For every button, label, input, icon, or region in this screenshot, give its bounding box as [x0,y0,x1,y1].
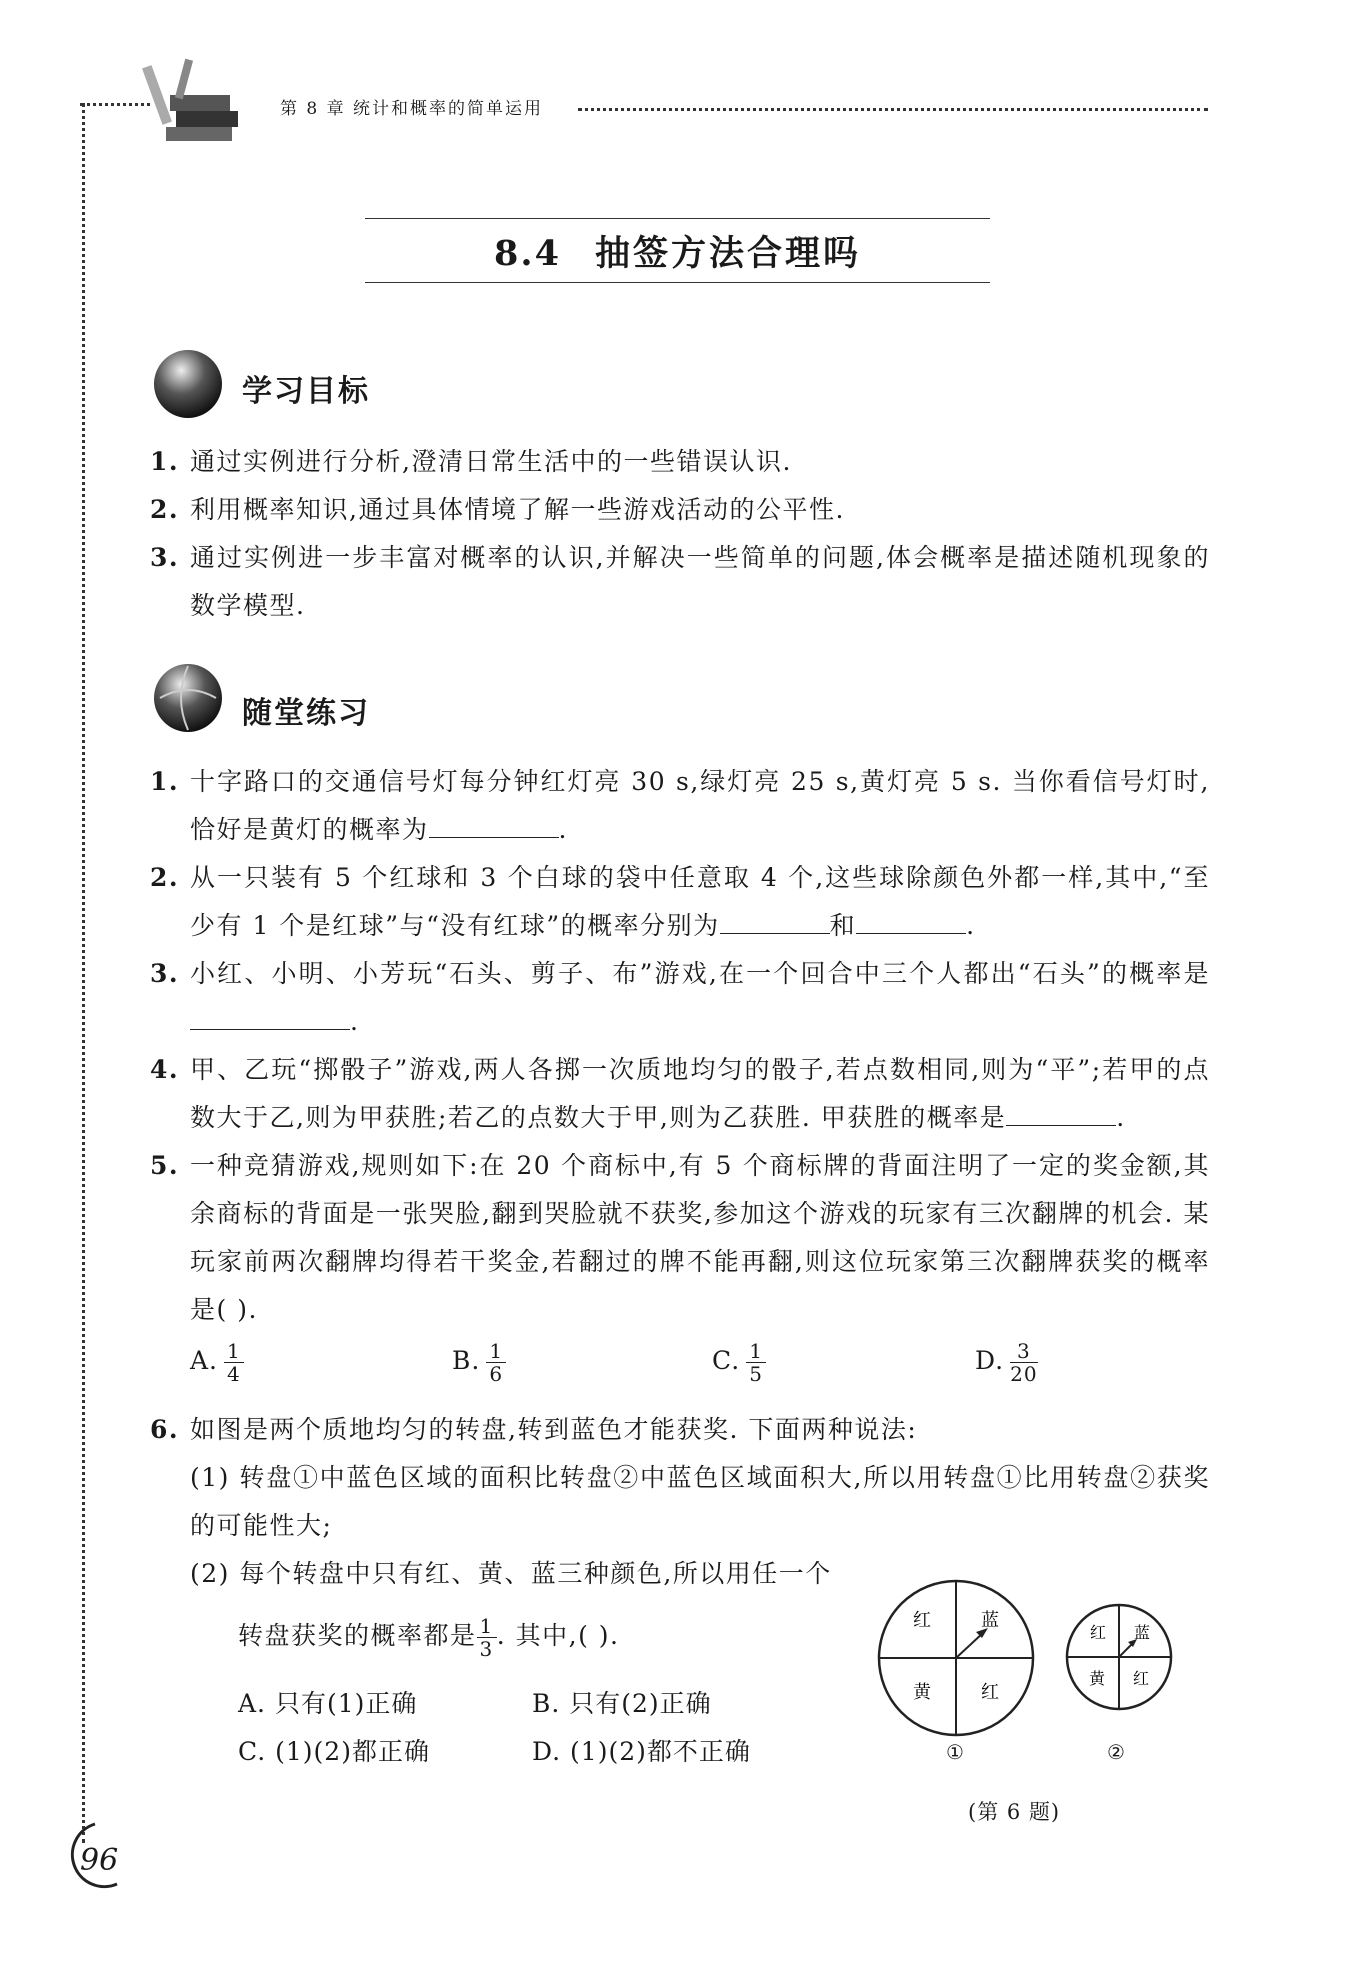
objectives-heading: 学习目标 [242,374,370,409]
question-5: 5. 一种竞猜游戏,规则如下:在 20 个商标中,有 5 个商标牌的背面注明了一定的奖金额,其余商标的背面是一张哭脸,翻到哭脸就不获奖,参加这个游戏的玩家有三次翻牌的机会. 某玩家前两次翻牌均得若干奖金,若翻过的牌不能再翻,则这位玩家第三次翻牌获奖的概率是( ). [150,1151,1210,1324]
objective-item: 1. 通过实例进行分析,澄清日常生活中的一些错误认识. [150,447,792,476]
question-3: 3. 小红、小明、小芳玩“石头、剪子、布”游戏,在一个回合中三个人都出“石头”的概率是. [150,959,1210,1036]
answer-blank[interactable] [429,813,559,838]
question-6: 6. 如图是两个质地均匀的转盘,转到蓝色才能获奖. 下面两种说法: [150,1415,918,1444]
figure-caption: (第 6 题) [968,1800,1061,1824]
answer-blank[interactable] [1006,1101,1116,1126]
statement-2-cont: 转盘获奖的概率都是 $\frac{1}{3}$ . 其中,( ). [238,1614,620,1661]
option-a[interactable]: A. 只有(1)正确 [238,1689,418,1718]
statement-1: (1) 转盘①中蓝色区域的面积比转盘②中蓝色区域面积大,所以用转盘①比用转盘②获奖的可能性大; [190,1463,1210,1540]
question-4: 4. 甲、乙玩“掷骰子”游戏,两人各掷一次质地均匀的骰子,若点数相同,则为“平”;若甲的点数大于乙,则为甲获胜;若乙的点数大于甲,则为乙获胜. 甲获胜的概率是 . [150,1055,1210,1132]
globe-icon [152,348,224,420]
spinner-1-blue: 蓝 [981,1610,999,1631]
spinner-1-red-top: 红 [913,1610,931,1631]
books-logo-icon [140,55,250,145]
spinner-1-red-bottom: 红 [981,1682,999,1703]
spinner-2-red-bottom: 红 [1132,1669,1150,1688]
option-c[interactable]: C. (1)(2)都正确 [238,1737,430,1766]
title-rule-top [365,218,990,219]
answer-blank[interactable] [720,909,830,934]
answer-blank[interactable] [190,1005,350,1030]
option-b[interactable]: B. 只有(2)正确 [532,1689,712,1718]
spinner-1-yellow: 黄 [913,1682,931,1703]
section-title [365,226,990,276]
option-c[interactable]: C. $\frac{1}{5}$ [712,1340,766,1385]
title-rule-bottom [365,282,990,283]
practice-heading: 随堂练习 [242,696,370,731]
objective-item: 3. 通过实例进一步丰富对概率的认识,并解决一些简单的问题,体会概率是描述随机现象的数学模型. [150,543,1210,620]
objective-item: 2. 利用概率知识,通过具体情境了解一些游戏活动的公平性. [150,495,845,524]
option-a[interactable]: A. $\frac{1}{4}$ [190,1340,244,1385]
question-1: 1. 十字路口的交通信号灯每分钟红灯亮 30 s,绿灯亮 25 s,黄灯亮 5 s. 当你看信号灯时,恰好是黄灯的概率为 . [150,767,1210,844]
option-d[interactable]: D. $\frac{3}{20}$ [975,1339,1038,1386]
page-number: 96 [80,1843,119,1878]
question-2: 2. 从一只装有 5 个红球和 3 个白球的袋中任意取 4 个,这些球除颜色外都一样,其中,“至少有 1 个是红球”与“没有红球”的概率分别为 和 . [150,863,1210,940]
spinner-2 [1064,1602,1174,1712]
section-title-text: 抽签方法合理吗 [594,234,861,274]
spinner-2-red-top: 红 [1089,1623,1107,1642]
spinner-2-label: ② [1107,1740,1125,1764]
header-dotted-line-right [578,108,1208,111]
globe-icon [152,662,224,734]
option-d[interactable]: D. (1)(2)都不正确 [532,1737,751,1766]
section-number: 8.4 [494,233,561,274]
spinner-2-yellow: 黄 [1088,1669,1106,1688]
option-b[interactable]: B. $\frac{1}{6}$ [452,1340,506,1385]
side-dotted-line [82,103,85,1843]
spinner-2-blue: 蓝 [1133,1623,1151,1642]
spinner-1-label: ① [946,1740,964,1764]
statement-2: (2) 每个转盘中只有红、黄、蓝三种颜色,所以用任一个 [190,1559,832,1588]
chapter-header: 第 8 章 统计和概率的简单运用 [280,99,544,119]
spinner-1 [876,1578,1036,1738]
answer-blank[interactable] [856,909,966,934]
